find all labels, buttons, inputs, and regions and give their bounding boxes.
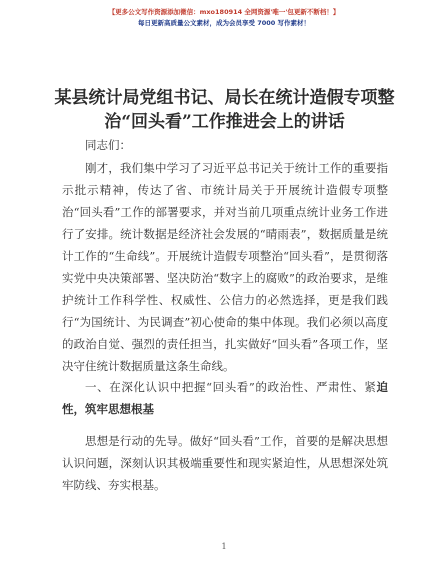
paragraph-2: 思想是行动的先导。做好“回头看”工作，首要的是解决思想认识问题，深刻认识其极端重要性和现实紧迫性，从思想深处筑牢防线、夯实根基。: [62, 434, 388, 492]
page-number: 1: [221, 542, 227, 551]
section-heading-part-2: 迫性: [62, 380, 388, 416]
promo-line-1: 【更多公文写作资源添加微信：mxo180914 全网资源'唯一'包更新不断档！】: [108, 8, 340, 16]
section-heading-part-1: 一、在深化认识中把握“回头看”的政治性、严肃性、紧: [85, 380, 377, 394]
promo-line-2: 每日更新高质量公文素材，成为会员享受 7000 写作素材！: [137, 19, 311, 27]
document-title: 某县统计局党组书记、局长在统计造假专项整治“回头看”工作推进会上的讲话: [54, 88, 395, 132]
paragraph-1: 刚才，我们集中学习了习近平总书记关于统计工作的重要指示批示精神，传达了省、市统计局关于开展统计造假专项整治“回头看”工作的部署要求，并对当前几项重点统计业务工作进行了安排。统计数据是经济社会发展的“晴雨表”，数据质量是统计工作的“生命线”。开展统计造假专项整治“回头看”，是贯彻落实党中央决策部署、坚决防治“数字上的腐败”的政治要求，是维护统计工作科学性、权威性、公信力的必然选择，更是我们践行“为国统计、为民调查”初心使命的集中体现。我们必须以高度的政治自觉、强烈的责任担当，扎实做好“回头看”各项工作，坚决守住统计数据质量这条生命线。: [62, 161, 388, 373]
salutation: 同志们：: [85, 138, 131, 152]
section-heading-part-3: ，筑牢思想根基: [73, 402, 154, 416]
section-heading-1: [62, 376, 388, 420]
